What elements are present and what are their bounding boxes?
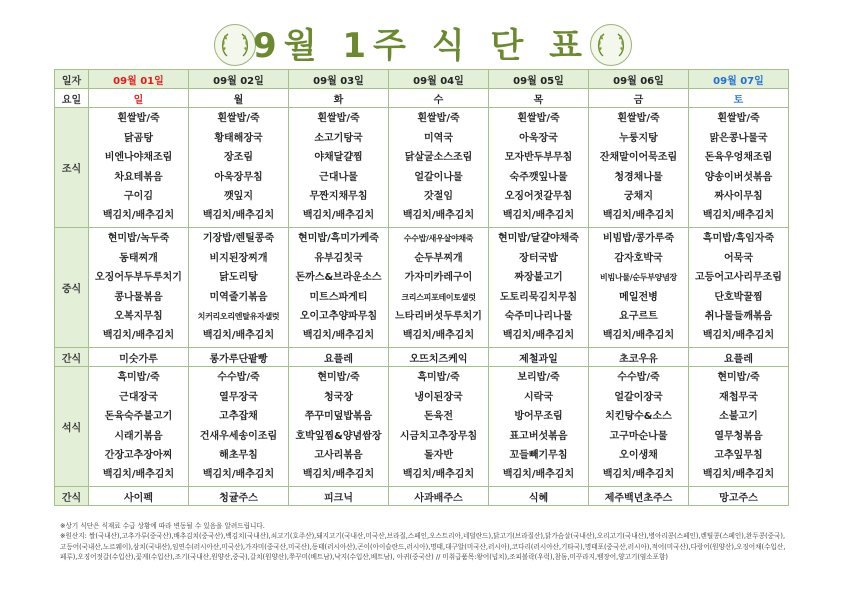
- late-snack-label: 간식: [55, 487, 89, 506]
- lunch-label: 중식: [55, 228, 89, 348]
- menu-item: 수수밥/죽: [617, 372, 660, 384]
- lunch-cell: [389, 228, 489, 348]
- menu-item: 현미밥/녹두죽: [107, 233, 170, 245]
- menu-item: 미트스파게티: [309, 291, 368, 303]
- menu-item: 갓절임: [424, 190, 453, 202]
- snack-cell: 오뜨치즈케익: [389, 348, 489, 367]
- menu-item: 백김치/배추김치: [302, 210, 375, 222]
- menu-item: 아욱장무침: [214, 171, 263, 183]
- menu-item: 시락국: [524, 391, 553, 403]
- menu-item: 백김치/배추김치: [402, 330, 475, 342]
- menu-item: 백김치/배추김치: [102, 469, 175, 481]
- menu-item: 표고버섯볶음: [509, 430, 568, 442]
- dinner-cell: [89, 367, 189, 487]
- page-title: 9월 1주 식 단 표: [253, 26, 589, 66]
- lunch-cell: [589, 228, 689, 348]
- menu-item: 무짠지채무침: [309, 190, 368, 202]
- day-label: 요일: [55, 89, 89, 108]
- menu-item: 백김치/배추김치: [502, 469, 575, 481]
- menu-item: 흰쌀밥/죽: [417, 113, 460, 125]
- menu-item: 백김치/배추김치: [402, 210, 475, 222]
- menu-item: 돈육우엉채조림: [704, 152, 773, 164]
- menu-item: 고추잡채: [219, 411, 258, 423]
- dinner-cell: [689, 367, 789, 487]
- menu-item: 청국장: [324, 391, 353, 403]
- date-cell: 09월 05일: [489, 70, 589, 89]
- menu-item: 백김치/배추김치: [502, 330, 575, 342]
- late-snack-cell: 제주백년초주스: [589, 487, 689, 506]
- menu-item: 차요테볶음: [114, 171, 163, 183]
- menu-item: 백김치/배추김치: [502, 210, 575, 222]
- date-cell: 09월 03일: [289, 70, 389, 89]
- menu-item: 오이생채: [619, 449, 658, 461]
- menu-item: 소불고기: [719, 411, 758, 423]
- day-cell: 금: [589, 89, 689, 108]
- menu-item: 구이김: [124, 190, 153, 202]
- menu-item: 백김치/배추김치: [302, 469, 375, 481]
- menu-item: 백김치/배추김치: [302, 330, 375, 342]
- menu-item: 궁채지: [624, 190, 653, 202]
- late-snack-row: [55, 487, 789, 506]
- menu-item: 흑미밥/흑임자죽: [702, 233, 775, 245]
- menu-item: 오징어두부두루치기: [95, 272, 182, 284]
- menu-item: 꼬들빼기무침: [509, 449, 568, 461]
- menu-item: 느타리버섯두루치기: [395, 310, 482, 322]
- dinner-cell: [289, 367, 389, 487]
- date-cell: 09월 02일: [189, 70, 289, 89]
- menu-item: 순두부찌개: [414, 252, 463, 264]
- menu-item: 돈육숙주불고기: [104, 411, 173, 423]
- menu-item: 얼갈이장국: [614, 391, 663, 403]
- menu-item: 백김치/배추김치: [202, 469, 275, 481]
- menu-item: 백김치/배추김치: [102, 210, 175, 222]
- snack-cell: 미숫가루: [89, 348, 189, 367]
- menu-item: 현미밥/달걀야채죽: [498, 233, 579, 245]
- lunch-cell: [489, 228, 589, 348]
- menu-item: 짜장불고기: [514, 272, 563, 284]
- menu-item: 흰쌀밥/죽: [617, 113, 660, 125]
- breakfast-cell: [89, 108, 189, 228]
- menu-item: 비엔나야채조림: [104, 152, 173, 164]
- snack-cell: 제철과일: [489, 348, 589, 367]
- menu-item: 백김치/배추김치: [702, 210, 775, 222]
- breakfast-cell: [389, 108, 489, 228]
- late-snack-cell: 사이펙: [89, 487, 189, 506]
- breakfast-cell: [589, 108, 689, 228]
- notes-origin: ※원산지: 쌀(국내산),고추가루(중국산),배추김치(중국산),백김치(국내산),쇠고기(호주산),돼지고기(국내산,미국산,브라질,스페인,오스트리아,네덜란드),닭고기(브라질산),닭가슴살(국내산),오리고기(국내산),병아리콩(스페인),렌틸콩(스페인),완두콩(중국),고등어(국내산,노르웨이),삼치(국내산),임연수(러시아산,미국산),가자미(중국산,미국산),동태(러시아산),곤이(아이슬란드,러시아),명태,대구알(미국산,러시아),코다리(러시아산,기타국),명태포(중국산,러시아),적어(미국산),다랑어(원양산),오징어채(수입산,페루),오징어젓갈(수입산),꽃게(수입산),조기(국내산,원양산,중국),갈치(원양산),쭈꾸미(베트남),낙지(수입산,베트남), 아귀(중국산) // 미취급품목:왕어(넙치),조피볼락(우럭),참돔,미꾸라지,뱀장어,양고기(염소포함): [60, 532, 786, 562]
- menu-item: 맑은콩나물국: [709, 132, 768, 144]
- menu-item: 냉이된장국: [414, 391, 463, 403]
- breakfast-cell: [689, 108, 789, 228]
- snack-cell: 초코우유: [589, 348, 689, 367]
- menu-item: 백김치/배추김치: [602, 210, 675, 222]
- menu-item: 현미밥/죽: [317, 372, 360, 384]
- menu-item: 장터국밥: [519, 252, 558, 264]
- menu-item: 백김치/배추김치: [602, 469, 675, 481]
- breakfast-cell: [289, 108, 389, 228]
- menu-item: 기장밥/렌틸콩죽: [202, 233, 275, 245]
- menu-item: 미역줄기볶음: [209, 291, 268, 303]
- menu-item: 닭곰탕: [124, 132, 153, 144]
- menu-item: 요구르트: [619, 310, 658, 322]
- menu-item: 돈육전: [424, 411, 453, 423]
- menu-item: 백김치/배추김치: [202, 330, 275, 342]
- menu-item: 오징어젓갈무침: [504, 190, 573, 202]
- menu-item: 치커리오리엔탈유자샐럿: [197, 311, 280, 321]
- late-snack-cell: 청귤주스: [189, 487, 289, 506]
- dinner-cell: [489, 367, 589, 487]
- menu-item: 호박잎찜&양념쌈장: [295, 430, 382, 442]
- snack-label: 간식: [55, 348, 89, 367]
- menu-item: 양송이버섯볶음: [704, 171, 773, 183]
- menu-item: 흰쌀밥/죽: [117, 113, 160, 125]
- menu-item: 돌자반: [424, 449, 453, 461]
- menu-item: 돈까스&브라운소스: [295, 272, 382, 284]
- breakfast-label: 조식: [55, 108, 89, 228]
- lunch-cell: [89, 228, 189, 348]
- notes-disclaimer: ※상기 식단은 식재료 수급 상황에 따라 변동될 수 있음을 알려드립니다.: [60, 522, 265, 530]
- menu-item: 고추잎무침: [714, 449, 763, 461]
- day-cell: 수: [389, 89, 489, 108]
- menu-item: 깻잎지: [224, 190, 253, 202]
- menu-item: 고구마순나물: [609, 430, 668, 442]
- late-snack-cell: 피크닉: [289, 487, 389, 506]
- snack-cell: 롱가루단팥빵: [189, 348, 289, 367]
- dinner-cell: [189, 367, 289, 487]
- menu-item: 흰쌀밥/죽: [517, 113, 560, 125]
- menu-item: 흑미밥/죽: [117, 372, 160, 384]
- day-cell: 목: [489, 89, 589, 108]
- breakfast-cell: [489, 108, 589, 228]
- late-snack-cell: 망고주스: [689, 487, 789, 506]
- menu-item: 비지된장찌개: [209, 252, 268, 264]
- menu-item: 시금치고추장무침: [399, 430, 478, 442]
- menu-item: 청경채나물: [614, 171, 663, 183]
- date-cell: 09월 07일: [689, 70, 789, 89]
- menu-item: 백김치/배추김치: [702, 469, 775, 481]
- menu-item: 보리밥/죽: [517, 372, 560, 384]
- menu-item: 흰쌀밥/죽: [717, 113, 760, 125]
- menu-item: 어묵국: [724, 252, 753, 264]
- menu-item: 수수밥/죽: [217, 372, 260, 384]
- menu-item: 방어무조림: [514, 411, 563, 423]
- menu-item: 비빔밥/콩가루죽: [602, 233, 675, 245]
- lunch-cell: [289, 228, 389, 348]
- menu-item: 수수밥/새우살야채죽: [403, 234, 474, 244]
- menu-item: 숙주깻잎나물: [509, 171, 568, 183]
- menu-item: 흑미밥/죽: [417, 372, 460, 384]
- notes: [60, 521, 790, 563]
- menu-item: 치킨탕수&소스: [605, 411, 672, 423]
- lunch-cell: [189, 228, 289, 348]
- menu-item: 미역국: [424, 132, 453, 144]
- menu-item: 유부김칫국: [314, 252, 363, 264]
- menu-item: 짜사이무침: [714, 190, 763, 202]
- late-snack-cell: 식혜: [489, 487, 589, 506]
- menu-item: 쭈꾸미덮밥볶음: [304, 411, 373, 423]
- menu-item: 흰쌀밥/죽: [217, 113, 260, 125]
- date-cell: 09월 04일: [389, 70, 489, 89]
- meal-table: [54, 69, 789, 506]
- snack-row: [55, 348, 789, 367]
- date-cell: 09월 01일: [89, 70, 189, 89]
- menu-item: 고사리볶음: [314, 449, 363, 461]
- menu-item: 비빔나물/순두부양념장: [600, 273, 677, 283]
- menu-item: 오이고추양파무침: [299, 310, 378, 322]
- menu-item: 감자호박국: [614, 252, 663, 264]
- date-cell: 09월 06일: [589, 70, 689, 89]
- date-label: 일자: [55, 70, 89, 89]
- menu-item: 잔채말이어묵조림: [599, 152, 678, 164]
- menu-item: 백김치/배추김치: [702, 330, 775, 342]
- menu-item: 모자반두부무침: [504, 152, 573, 164]
- day-row: [55, 89, 789, 108]
- menu-item: 재첩무국: [719, 391, 758, 403]
- menu-item: 장조림: [224, 152, 253, 164]
- menu-item: 아욱장국: [519, 132, 558, 144]
- snack-cell: 요플레: [289, 348, 389, 367]
- date-row: [55, 70, 789, 89]
- breakfast-cell: [189, 108, 289, 228]
- menu-item: 콩나물볶음: [114, 291, 163, 303]
- menu-item: 동태찌개: [119, 252, 158, 264]
- menu-item: 근대나물: [319, 171, 358, 183]
- menu-item: 크리스피포테이토샐럿: [401, 292, 476, 302]
- menu-item: 숙주미나리나물: [504, 310, 573, 322]
- menu-item: 간장고추장아찌: [104, 449, 173, 461]
- dinner-label: 석식: [55, 367, 89, 487]
- dinner-row: [55, 367, 789, 487]
- menu-item: 현미밥/죽: [717, 372, 760, 384]
- lunch-row: [55, 228, 789, 348]
- menu-item: 백김치/배추김치: [202, 210, 275, 222]
- dinner-cell: [389, 367, 489, 487]
- late-snack-cell: 사과배주스: [389, 487, 489, 506]
- menu-item: 오복지무침: [114, 310, 163, 322]
- day-cell: 월: [189, 89, 289, 108]
- menu-item: 열무청볶음: [714, 430, 763, 442]
- menu-item: 열무장국: [219, 391, 258, 403]
- menu-item: 시래기볶음: [114, 430, 163, 442]
- menu-item: 단호박꿀찜: [714, 291, 763, 303]
- menu-item: 백김치/배추김치: [602, 330, 675, 342]
- menu-item: 얼갈이나물: [414, 171, 463, 183]
- menu-item: 닭살굴소스조림: [404, 152, 473, 164]
- menu-item: 흰쌀밥/죽: [317, 113, 360, 125]
- day-cell: 일: [89, 89, 189, 108]
- menu-item: 소고기탕국: [314, 132, 363, 144]
- menu-item: 닭도리탕: [219, 272, 258, 284]
- menu-item: 황태해장국: [214, 132, 263, 144]
- menu-item: 가자미카레구이: [404, 272, 473, 284]
- dinner-cell: [589, 367, 689, 487]
- menu-item: 근대장국: [119, 391, 158, 403]
- menu-item: 건새우세송이조림: [199, 430, 278, 442]
- menu-item: 백김치/배추김치: [102, 330, 175, 342]
- menu-item: 현미밥/흑미가케죽: [298, 233, 379, 245]
- day-cell: 토: [689, 89, 789, 108]
- menu-item: 야채달걀찜: [314, 152, 363, 164]
- menu-item: 도토리묵김치무침: [499, 291, 578, 303]
- menu-item: 취나물들깨볶음: [704, 310, 773, 322]
- lunch-cell: [689, 228, 789, 348]
- menu-item: 누룽지탕: [619, 132, 658, 144]
- snack-cell: 요플레: [689, 348, 789, 367]
- menu-item: 백김치/배추김치: [402, 469, 475, 481]
- day-cell: 화: [289, 89, 389, 108]
- menu-item: 메일전병: [619, 291, 658, 303]
- menu-item: 고등어고사리무조림: [695, 272, 782, 284]
- menu-item: 해초무침: [219, 449, 258, 461]
- breakfast-row: [55, 108, 789, 228]
